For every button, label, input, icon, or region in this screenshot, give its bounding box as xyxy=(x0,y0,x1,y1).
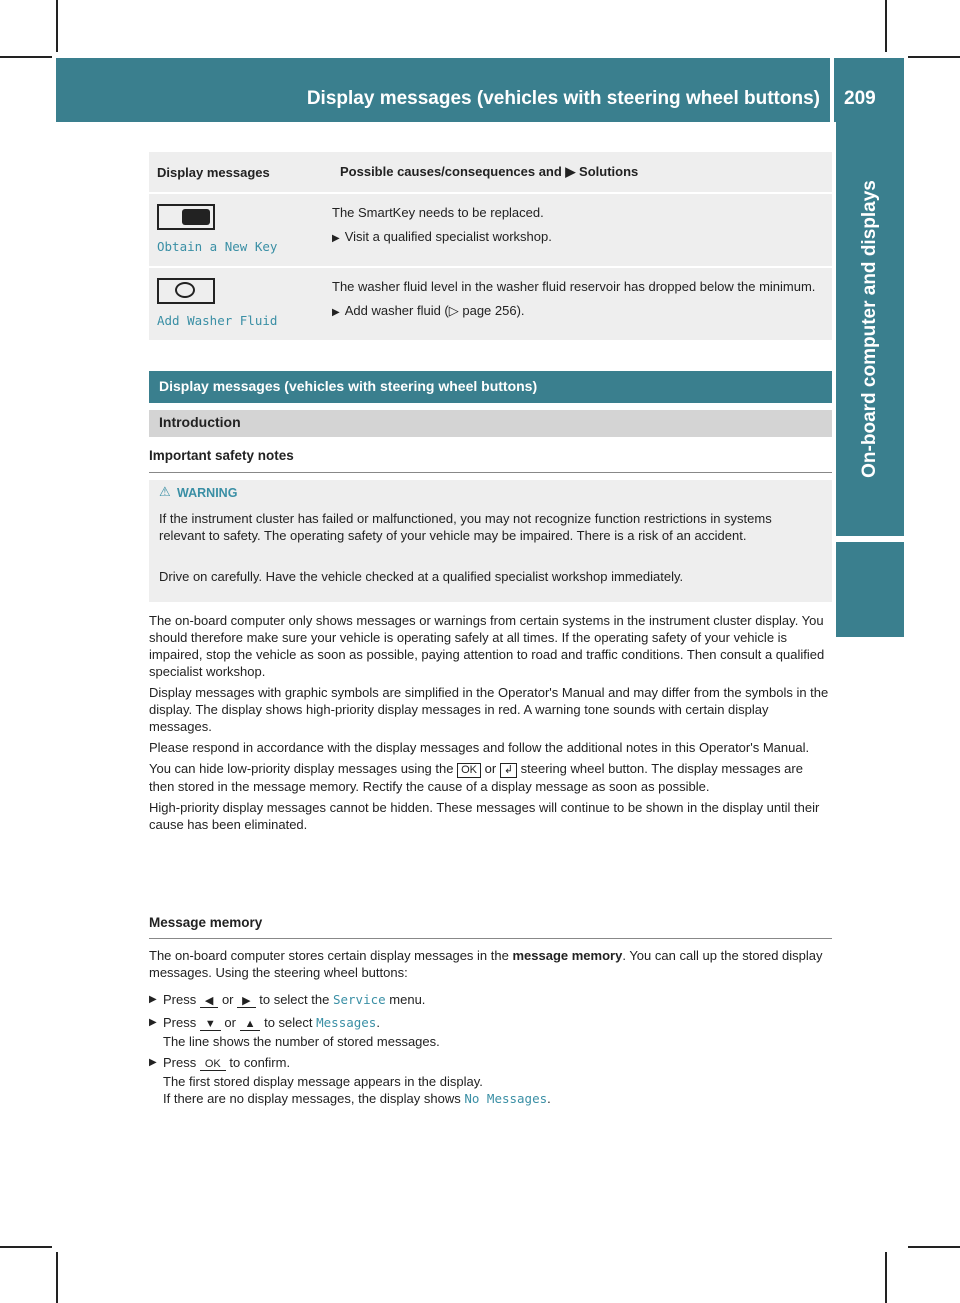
bullet-arrow-icon: ▶ xyxy=(149,994,157,1005)
text-bold: message memory xyxy=(512,948,623,963)
text: or xyxy=(484,761,497,776)
paragraph: Display messages with graphic symbols are simplified in the Operator's Manual and may differ from the symbols in the display. The display shows high-priority display messages in red. A warning tone sounds with certain display messages. xyxy=(149,685,829,734)
text: to select the xyxy=(259,992,330,1007)
text: . You can call up the stored display messages. Using the steering wheel buttons: xyxy=(149,948,823,980)
side-tab-label: On-board computer and displays xyxy=(859,180,880,478)
section-title: Display messages (vehicles with steering wheel buttons) xyxy=(149,371,832,403)
divider xyxy=(149,472,832,473)
table-header-display: Display messages xyxy=(157,164,270,180)
text: menu. xyxy=(389,992,426,1007)
message-memory-heading: Message memory xyxy=(149,915,263,930)
side-tab xyxy=(836,122,904,536)
paragraph: The on-board computer only shows messages or warnings from certain systems in the instrument cluster display. You should therefore make sure your vehicle is operating safely at all times. If the operating safety of your vehicle is impaired, stop the vehicle as soon as possible, paying attention to road and traffic conditions. Then consult a qualified specialist workshop. xyxy=(149,613,825,679)
up-button-key: ▲ xyxy=(240,1018,261,1031)
safety-heading: Important safety notes xyxy=(149,448,294,463)
list-item xyxy=(149,991,829,1010)
text: or xyxy=(221,992,234,1007)
text: The on-board computer stores certain display messages in the xyxy=(149,948,509,963)
display-message-text: No Messages xyxy=(464,1091,548,1106)
list-item xyxy=(149,1054,829,1107)
key-icon xyxy=(157,204,215,230)
text: Press xyxy=(163,1055,197,1070)
paragraph: High-priority display messages cannot be hidden. These messages will continue to be shown in the display until their cause has been eliminated. xyxy=(149,800,820,832)
table-header xyxy=(149,152,832,194)
step-note: The first stored display message appears in the display. xyxy=(163,1074,483,1089)
crop-mark xyxy=(56,0,58,52)
cause-text: The SmartKey needs to be replaced. xyxy=(332,205,544,220)
paragraph: Please respond in accordance with the display messages and follow the additional notes in this Operator's Manual. xyxy=(149,740,810,755)
list-item xyxy=(149,1014,829,1050)
washer-fluid-icon xyxy=(157,278,215,304)
down-button-key: ▼ xyxy=(200,1018,221,1031)
warning-text: If the instrument cluster has failed or malfunctioned, you may not recognize function restrictions in systems relevant to safety. The operating safety of your vehicle may be impaired. There is a risk of an accident. xyxy=(159,511,772,543)
bullet-arrow-icon: ▶ xyxy=(149,1057,157,1068)
steps-list xyxy=(149,991,829,1111)
menu-name: Service xyxy=(332,992,386,1007)
text: You can hide low-priority display messages using the xyxy=(149,761,454,776)
crop-mark xyxy=(885,0,887,52)
text: If there are no display messages, the display shows xyxy=(163,1091,461,1106)
bullet-arrow-icon: ▶ xyxy=(332,307,340,318)
text: steering wheel button. The display messages are then stored in the message memory. Rectify the cause of a display message as soon as possible. xyxy=(149,761,803,794)
intro-text xyxy=(149,612,829,837)
solution-text: Add washer fluid (▷ page 256). xyxy=(344,303,525,318)
text: to confirm. xyxy=(229,1055,291,1070)
ok-button-key: OK xyxy=(200,1058,226,1071)
back-button-key: ↲ xyxy=(500,763,517,778)
menu-name: Messages xyxy=(316,1015,377,1030)
text: Press xyxy=(163,992,197,1007)
display-message-text: Add Washer Fluid xyxy=(157,313,278,328)
paragraph xyxy=(149,760,829,795)
crop-mark xyxy=(908,56,960,58)
text: Press xyxy=(163,1015,197,1030)
crop-mark xyxy=(0,1246,52,1248)
right-button-key: ▶ xyxy=(237,995,255,1008)
display-messages-table xyxy=(149,152,832,340)
warning-label: WARNING xyxy=(177,486,238,500)
header-title: Display messages (vehicles with steering wheel buttons) xyxy=(306,88,820,109)
side-tab-marker xyxy=(836,542,904,637)
page-number: 209 xyxy=(844,88,876,109)
paragraph xyxy=(149,947,829,981)
cause-text: The washer fluid level in the washer fluid reservoir has dropped below the minimum. xyxy=(332,279,816,294)
text: . xyxy=(376,1015,380,1030)
memory-intro xyxy=(149,947,829,985)
display-message-text: Obtain a New Key xyxy=(157,239,278,254)
bullet-arrow-icon: ▶ xyxy=(149,1017,157,1028)
text: . xyxy=(547,1091,551,1106)
table-header-causes: Possible causes/consequences and ▶ Solutions xyxy=(340,164,639,179)
warning-action: Drive on carefully. Have the vehicle checked at a qualified specialist workshop immediately. xyxy=(159,569,684,584)
solution-text: Visit a qualified specialist workshop. xyxy=(344,229,552,244)
warning-box xyxy=(149,480,832,602)
text: to select xyxy=(264,1015,313,1030)
crop-mark xyxy=(0,56,52,58)
crop-mark xyxy=(56,1252,58,1303)
table-row xyxy=(149,194,832,268)
page-number-box xyxy=(834,58,904,122)
crop-mark xyxy=(908,1246,960,1248)
subsection-title: Introduction xyxy=(149,410,832,437)
bullet-arrow-icon: ▶ xyxy=(332,233,340,244)
text: or xyxy=(224,1015,236,1030)
ok-button-key: OK xyxy=(457,763,481,778)
step-note: The line shows the number of stored messages. xyxy=(163,1034,440,1049)
divider xyxy=(149,938,832,939)
table-row xyxy=(149,268,832,340)
crop-mark xyxy=(885,1252,887,1303)
warning-triangle-icon: ⚠ xyxy=(159,484,171,499)
left-button-key: ◀ xyxy=(200,995,218,1008)
page-header xyxy=(56,58,830,122)
